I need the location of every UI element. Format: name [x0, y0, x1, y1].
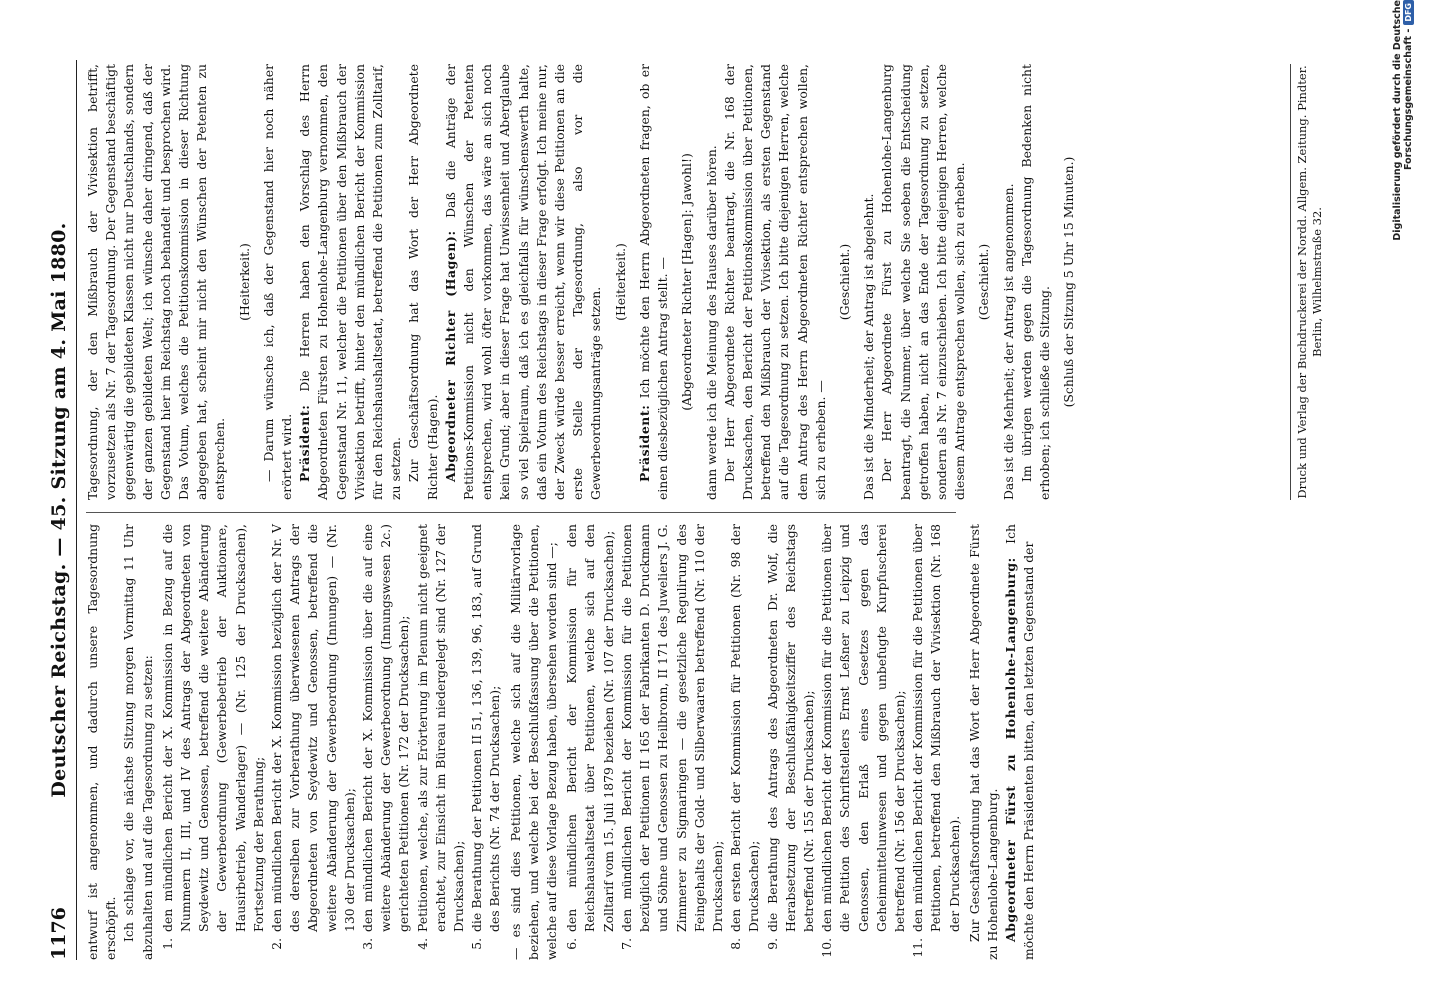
- speech-text: Ich möchte den Herrn Präsidenten bitten, den letzten Gegenstand der: [1003, 524, 1037, 960]
- speech-paragraph: Im übrigen werden gegen die Tagesordnung Bedenken nicht erhoben; ich schließe die Sitzung.: [1018, 64, 1052, 500]
- speech-paragraph: Das ist die Mehrheit; der Antrag ist angenommen.: [1000, 183, 1016, 500]
- imprint-line: Berlin, Wilhelmstraße 32.: [1310, 207, 1324, 357]
- speaker-name: Abgeordneter Fürst zu Hohenlohe-Langenburg:: [1003, 557, 1019, 942]
- speech-paragraph: [1002, 524, 1038, 960]
- agenda-item: 5. die Berathung der Petitionen II 51, 136, 139, 96, 183, auf Grund des Berichts (Nr. 74 der Drucksachen);: [468, 524, 504, 934]
- speech-paragraph: Zur Geschäftsordnung hat das Wort der Herr Abgeordnete Richter (Hagen).: [406, 64, 440, 500]
- speaker-name: Abgeordneter Richter (Hagen):: [442, 230, 458, 482]
- agenda-item: 2. den mündlichen Bericht der X. Kommission bezüglich der Nr. V des derselben zur Vorberathung überwiesenen Antrags der Abgeordneten von Seydewitz und Genossen, betreffend die weitere Abänderung der Gewerbeordnung (Innungen) — (Nr. 130 der Drucksachen);: [268, 524, 359, 934]
- running-head: Deutscher Reichstag. — 45. Sitzung am 4. Mai 1880.: [48, 222, 70, 798]
- speech-text: Ich möchte den Herrn Abgeordneten fragen, ob er einen diesbezüglichen Antrag stellt. —: [636, 64, 671, 500]
- agenda-item: 8. den ersten Bericht der Kommission für Petitionen (Nr. 98 der Drucksachen);: [727, 524, 763, 934]
- printer-imprint: [1290, 64, 1325, 500]
- digitization-note: [1392, 0, 1414, 320]
- speech-paragraph: — Darum wünsche ich, daß der Gegenstand hier noch näher erörtert wird.: [260, 64, 295, 500]
- closing-paragraph: Zur Geschäftsordnung hat das Wort der Herr Abgeordnete Fürst zu Hohenlohe-Langenburg.: [966, 524, 1000, 960]
- agenda-item: 9. die Berathung des Antrags des Abgeordneten Dr. Wolf, die Herabsetzung der Beschlußfähigkeitsziffer des Reichstags betreffend (Nr. 155 der Drucksachen);: [764, 524, 819, 934]
- agenda-item: 3. den mündlichen Bericht der X. Kommission über die auf eine weitere Abänderung der Gewerbeordnung (Innungswesen 2c.) gerichteten Petitionen (Nr. 172 der Drucksachen);: [359, 524, 414, 934]
- interjection-vote: (Geschieht.): [836, 243, 852, 321]
- right-column: [84, 64, 1077, 500]
- speech-paragraph: Tagesordnung, der den Mißbrauch der Vivisektion betrifft, vorzusetzen als Nr. 7 der Tagesordnung. Der Gegenstand beschäftigt gegenwärtig die gebildeten Klassen nicht nur Deutschlands, sondern der ganzen gebildeten Welt; ich wünsche daher dringend, daß der Gegenstand hier im Reichstag noch behandelt und besprochen wird. Das Votum, welches die Petitionskommission in dieser Richtung abgegeben hat, scheint mir nicht den Wünschen der Petenten zu entsprechen.: [85, 64, 228, 500]
- interjection-laughter: (Heiterkeit.): [612, 243, 628, 321]
- agenda-item: 4. Petitionen, welche, als zur Erörterung im Plenum nicht geeignet erachtet, zur Einsicht im Büreau niedergelegt sind (Nr. 127 der Drucksachen);: [414, 524, 469, 934]
- speaker-name: Präsident:: [297, 404, 313, 482]
- speech-paragraph: dann werde ich die Meinung des Hauses darüber hören.: [703, 145, 719, 500]
- intro-paragraph: Ich schlage vor, die nächste Sitzung morgen Vormittag 11 Uhr abzuhalten und auf die Tagesordnung zu setzen:: [121, 524, 155, 960]
- interjection-vote: (Geschieht.): [976, 243, 992, 321]
- speech-paragraph: Der Herr Abgeordnete Richter beantragt, die Nr. 168 der Drucksachen, den Bericht der Petitionskommission über Petitionen, betreffend den Mißbrauch der Vivisektion, als ersten Gegenstand auf die Tagesordnung zu setzen. Ich bitte diejenigen Herren, welche dem Antrag des Herrn Abgeordneten Richter entsprechen wollen, sich zu erheben. —: [721, 64, 828, 500]
- agenda-list: [159, 524, 505, 960]
- interjection-paragraph: — es sind dies Petitionen, welche sich auf die Militärvorlage beziehen, und welche bei der Beschlußfassung über die Petitionen, welche auf diese Vorlage Bezug haben, übersehen worden sind —;: [507, 524, 560, 960]
- speech-paragraph: [296, 64, 405, 500]
- speech-paragraph: Der Herr Abgeordnete Fürst zu Hohenlohe-Langenburg beantragt, die Nummer, über welche Sie soeben die Entscheidung getroffen haben, nicht an das Ende der Tagesordnung zu setzen, sondern als Nr. 7 einzuschieben. Ich bitte diejenigen Herren, welche diesem Antrage entsprechen wollen, sich zu erheben.: [879, 64, 968, 500]
- agenda-item: 1. den mündlichen Bericht der X. Kommission in Bezug auf die Nummern II, III, und IV des Antrags der Abgeordneten von Seydewitz und Genossen, betreffend die weitere Abänderung der Gewerbeordnung (Gewerbebetrieb der Auktionare, Hausirbetrieb, Wanderlager) — (Nr. 125 der Drucksachen), Fortsetzung der Berathung;: [159, 524, 268, 934]
- session-end-note: (Schluß der Sitzung 5 Uhr 15 Minuten.): [1061, 156, 1077, 408]
- speech-paragraph: Das ist die Minderheit; der Antrag ist abgelehnt.: [861, 193, 877, 500]
- speech-text: Daß die Anträge der Petitions-Kommission nicht den Wünschen der Petenten entsprechen, wird wohl öfter vorkommen, das wäre an sich noch kein Grund; aber in dieser Frage hat Unwissenheit und Aberglaube so viel Spielraum, daß ich es gleichfalls für wünschenswerth halte, daß ein Votum des Reichstags in dieser Frage erfolgt. Ich meine nur, der Zweck würde besser erreicht, wenn wir diese Petitionen an die erste Stelle der Tagesordnung, also vor die Gewerbeordnungsanträge setzen.: [442, 64, 604, 500]
- dfg-logo: DFG: [1403, 0, 1414, 25]
- interjection-reply: (Abgeordneter Richter [Hagen]: Jawohl!): [679, 153, 695, 411]
- digitization-text: Digitalisierung gefördert durch die Deutsche Forschungsgemeinschaft -: [1392, 0, 1414, 241]
- left-column: [84, 524, 1037, 960]
- page-header: [40, 60, 77, 960]
- speech-paragraph: [636, 64, 672, 500]
- agenda-item: 7. den mündlichen Bericht der Kommission für die Petitionen bezüglich der Petitionen II 165 der Fabrikanten D. Druckmann und Söhne und Genossen zu Heilbronn, II 171 des Juweliers J. G. Zimmerer zu Sigmaringen — die gesetzliche Regulirung des Feingehalts der Gold- und Silberwaaren betreffend (Nr. 110 der Drucksachen);: [618, 524, 727, 934]
- column-divider: [86, 512, 956, 513]
- speech-text: Die Herren haben den Vorschlag des Herrn Abgeordneten Fürsten zu Hohenlohe-Langenburg vernommen, den Gegenstand Nr. 11, welcher die Petitionen über den Mißbrauch der Vivisektion betrifft, hinter den mündlichen Bericht der Kommission für den Reichshaushaltsetat, betreffend die Petitionen zum Zolltarif, zu setzen.: [297, 64, 404, 500]
- page-number: 1176: [48, 907, 70, 960]
- agenda-list: [563, 524, 963, 960]
- speaker-name: Präsident:: [636, 404, 652, 482]
- agenda-item: 10. den mündlichen Bericht der Kommission für die Petitionen über die Petition des Schriftstellers Ernst Leßner zu Leipzig und Genossen, den Erlaß eines Gesetzes gegen das Geheimmittelunwesen und gegen unbefugte Kurpfuscherei betreffend (Nr. 156 der Drucksachen);: [818, 524, 909, 934]
- interjection-laughter: (Heiterkeit.): [236, 243, 252, 321]
- intro-paragraph: entwurf ist angenommen, und dadurch unsere Tagesordnung erschöpft.: [85, 524, 119, 960]
- speech-paragraph: [442, 64, 606, 500]
- agenda-item: 11. den mündlichen Bericht der Kommission für die Petitionen über Petitionen, betreffend den Mißbrauch der Vivisektion (Nr. 168 der Drucksachen).: [909, 524, 964, 934]
- agenda-item: 6. den mündlichen Bericht der Kommission für den Reichshaushaltsetat über Petitionen, welche sich auf den Zolltarif vom 15. Juli 1879 beziehen (Nr. 107 der Drucksachen);: [563, 524, 618, 934]
- imprint-line: Druck und Verlag der Buchdruckerei der Nordd. Allgem. Zeitung. Pindter.: [1295, 65, 1309, 499]
